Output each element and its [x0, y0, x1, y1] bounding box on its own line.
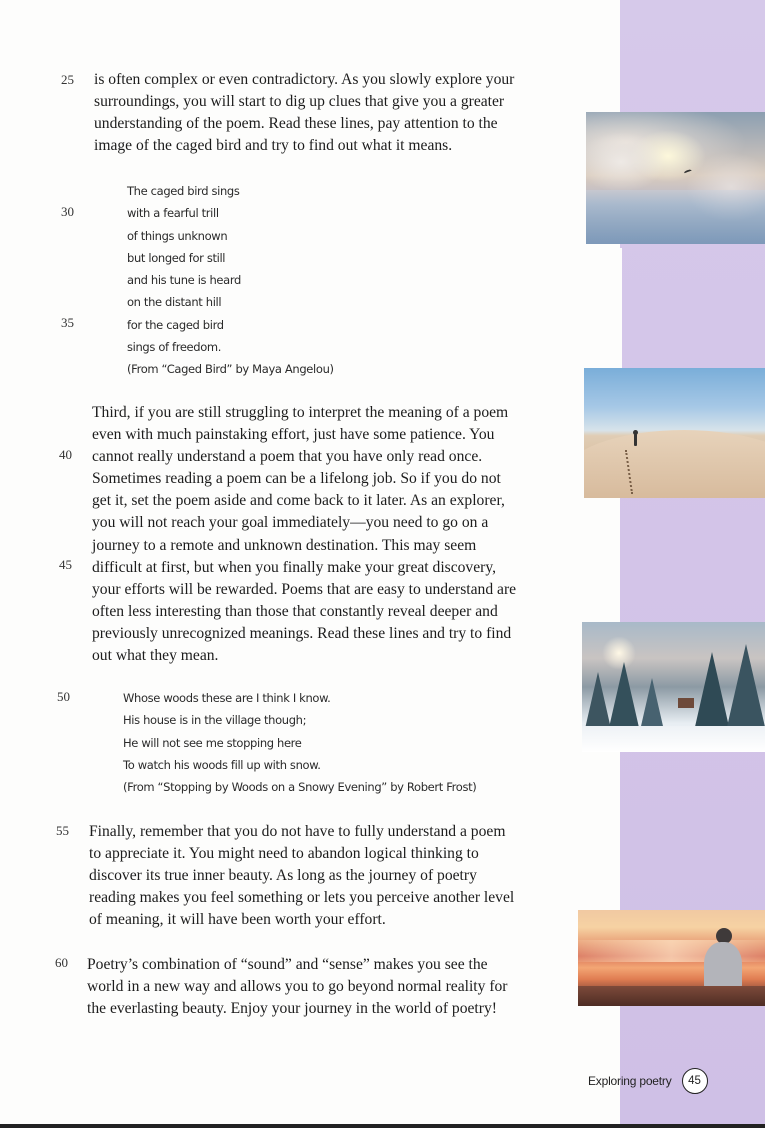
text-line: often less interesting than those that constantly reveal deeper and — [92, 602, 498, 620]
poem-citation: (From “Stopping by Woods on a Snowy Evening” by Robert Frost) — [123, 780, 477, 795]
text-line: discover its true inner beauty. As long as the journey of poetry — [89, 867, 477, 885]
line-number-25: 25 — [61, 72, 74, 87]
line-number-40: 40 — [59, 447, 72, 462]
sky-clouds-photo — [586, 112, 765, 244]
poem-line: sings of freedom. — [127, 340, 222, 355]
poem-line: His house is in the village though; — [123, 713, 307, 728]
paragraph-finally — [89, 821, 514, 931]
poem-line: but longed for still — [127, 250, 226, 265]
text-line: image of the caged bird and try to find out what it means. — [94, 137, 453, 155]
line-number-45: 45 — [59, 557, 72, 572]
paragraph-intro — [94, 69, 514, 157]
poem-line: with a fearful trill — [127, 206, 219, 221]
text-line: Finally, remember that you do not have to fully understand a poem — [89, 823, 506, 840]
text-line: even with much painstaking effort, just have some patience. You — [92, 426, 495, 444]
poem-line: He will not see me stopping here — [123, 735, 302, 750]
poem-line: for the caged bird — [127, 317, 224, 332]
page-footer — [588, 1066, 708, 1096]
text-line: is often complex or even contradictory. As you slowly explore your — [94, 71, 515, 88]
page-bottom-edge — [0, 1124, 765, 1128]
text-line: world in a new way and allows you to go beyond normal reality for — [87, 978, 508, 996]
poem-citation: (From “Caged Bird” by Maya Angelou) — [127, 362, 334, 377]
text-line: Sometimes reading a poem can be a lifelong job. So if you do not — [92, 470, 501, 488]
line-number-35: 35 — [61, 315, 74, 330]
sand-dune — [584, 430, 765, 498]
text-line: previously unrecognized meanings. Read these lines and try to find — [92, 624, 512, 642]
person-body — [704, 942, 742, 990]
text-line: surroundings, you will start to dig up clues that give you a greater — [94, 93, 505, 111]
sunset-beach-photo — [578, 910, 765, 1006]
desert-walker-photo — [584, 368, 765, 498]
poem-line: The caged bird sings — [127, 184, 240, 198]
paragraph-poetry-conclusion — [87, 954, 508, 1020]
poem-line: Whose woods these are I think I know. — [123, 691, 331, 705]
poem-stopping-by-woods — [123, 687, 476, 798]
poem-line: and his tune is heard — [127, 273, 241, 288]
line-number-55: 55 — [56, 823, 69, 838]
line-number-50: 50 — [57, 689, 70, 704]
text-line: understanding of the poem. Read these lines, pay attention to the — [94, 115, 498, 133]
poem-caged-bird — [127, 180, 334, 381]
poem-line: To watch his woods fill up with snow. — [123, 757, 321, 772]
text-line: cannot really understand a poem that you have only read once. — [92, 448, 483, 466]
poem-line: of things unknown — [127, 228, 228, 243]
text-line: get it, set the poem aside and come back to it later. As an explorer, — [92, 492, 505, 510]
text-line: your efforts will be rewarded. Poems that are easy to understand are — [92, 580, 517, 598]
snow-ground — [582, 726, 765, 752]
page-number-badge: 45 — [682, 1068, 708, 1094]
text-line: reading makes you feel something or lets you perceive another level — [89, 889, 515, 907]
paragraph-third — [92, 402, 516, 667]
text-line: journey to a remote and unknown destination. This may seem — [92, 536, 477, 554]
poem-line: on the distant hill — [127, 295, 222, 310]
snowy-woods-photo — [582, 622, 765, 752]
text-line: out what they mean. — [92, 647, 219, 665]
text-line: difficult at first, but when you finally make your great discovery, — [92, 558, 497, 576]
line-number-60: 60 — [55, 955, 68, 970]
side-band-notch — [614, 248, 622, 368]
water-reflection — [586, 190, 765, 244]
section-title: Exploring poetry — [588, 1074, 672, 1088]
cloud-shape — [586, 132, 666, 192]
text-line: to appreciate it. You might need to abandon logical thinking to — [89, 845, 479, 863]
text-line: of meaning, it will have been worth your effort. — [89, 911, 386, 929]
text-line: the everlasting beauty. Enjoy your journey in the world of poetry! — [87, 1000, 497, 1018]
beach-sand — [578, 986, 765, 1006]
text-line: Third, if you are still struggling to interpret the meaning of a poem — [92, 404, 509, 421]
seated-person — [696, 928, 748, 994]
text-line: you will not reach your goal immediately—you need to go on a — [92, 514, 489, 532]
walker-figure — [634, 434, 637, 446]
line-number-30: 30 — [61, 204, 74, 219]
text-line: Poetry’s combination of “sound” and “sense” makes you see the — [87, 956, 488, 973]
